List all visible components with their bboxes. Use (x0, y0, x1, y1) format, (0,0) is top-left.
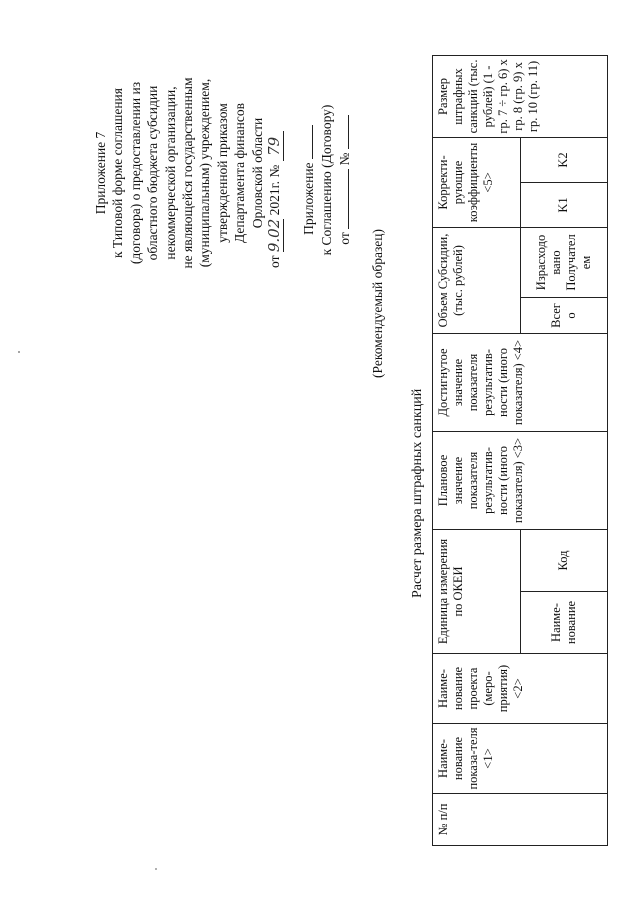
header-k2: K2 (520, 137, 608, 182)
header-planned: Плановое значение показателя результатив-ности (иного показателя) <3> (433, 431, 608, 529)
header-volume-spent: Израсходо вано Получател ем (520, 227, 608, 297)
date-prefix: от (267, 255, 283, 268)
handwritten-number: 79 (266, 131, 284, 161)
header-k1: K1 (520, 182, 608, 227)
approval-line: (муниципальным) учреждением, (197, 78, 213, 268)
approval-line: Орловской области (249, 117, 265, 229)
header-unit-name: Наиме-нование (520, 592, 608, 654)
header-num: № п/п (433, 794, 608, 846)
annex-title: Приложение (301, 162, 316, 235)
header-indicator: Наиме-нование показа-теля <1> (433, 724, 608, 794)
annex-line (336, 60, 354, 300)
blank-field (348, 169, 349, 229)
annex-number-sign: № (337, 152, 352, 166)
header-penalty: Размер штрафных санкций (тыс. рублей) (1 - гр. 7 ÷ гр. 6) x гр. 8 (гр. 9) x гр. 10 (гр. 11) (433, 55, 608, 137)
blank-field (348, 115, 349, 149)
approval-block (92, 38, 284, 308)
annex-date-prefix: от (337, 232, 352, 245)
annex-block (300, 60, 354, 300)
annex-line (300, 60, 318, 300)
header-achieved: Достигнутое значение показателя результатив-ности (иного показателя) <4> (433, 333, 608, 431)
header-coefficients: Корректи-рующие коэффициенты <5> (433, 137, 521, 227)
approval-line: (договора) о предоставлении из (127, 81, 143, 265)
header-project: Наиме-нование проекта (меро-приятия) <2> (433, 654, 608, 724)
approval-date-line (266, 38, 284, 308)
header-volume: Объем Субсидии, (тыс. рублей) (433, 227, 521, 333)
header-volume-total: Всег о (520, 297, 608, 333)
header-unit: Единица измерения по ОКЕИ (433, 529, 521, 653)
penalty-table (432, 55, 608, 846)
approval-line: к Типовой форме соглашения (110, 88, 126, 258)
table-title: Расчет размера штрафных санкций (410, 388, 425, 598)
approval-line: некоммерческой организации, (162, 86, 178, 260)
approval-line: областного бюджета субсидии (145, 85, 161, 261)
handwritten-date: 9.02 (265, 218, 284, 253)
date-year: 2021г. № (267, 164, 283, 216)
annex-line: к Соглашению (Договору) (319, 104, 334, 256)
recommended-note: (Рекомендуемый образец) (370, 229, 385, 378)
approval-line: Приложение 7 (93, 131, 108, 215)
approval-line: Департамента финансов (232, 103, 248, 243)
approval-line: не являющейся государственным (180, 77, 196, 269)
header-unit-code: Код (520, 529, 608, 591)
scan-speck (155, 868, 157, 870)
blank-field (312, 125, 313, 159)
approval-line: утвержденной приказом (214, 103, 230, 243)
scan-speck (18, 351, 20, 353)
